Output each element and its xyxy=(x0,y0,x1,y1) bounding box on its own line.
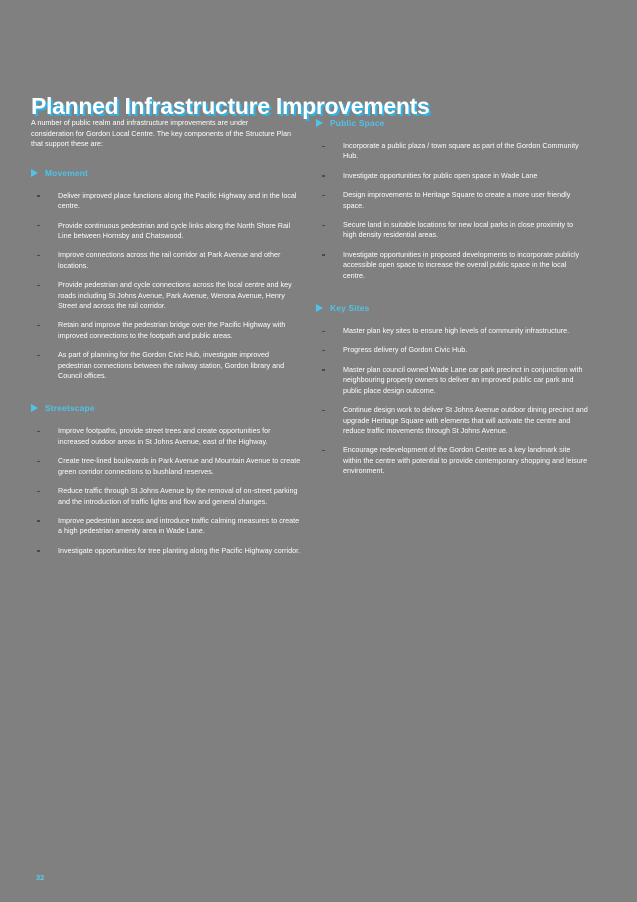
page-title: Planned Infrastructure Improvements xyxy=(31,93,430,120)
section-streetscape xyxy=(31,403,303,556)
bullet-item: Deliver improved place functions along the Pacific Highway and in the local centre. xyxy=(31,191,303,212)
bullet-item: Provide continuous pedestrian and cycle links along the North Shore Rail Line between Hornsby and Chatswood. xyxy=(31,221,303,242)
section-title: Movement xyxy=(45,167,89,178)
bullet-item: As part of planning for the Gordon Civic Hub, investigate improved pedestrian connections between the railway station, Gordon library and Council offices. xyxy=(31,350,303,381)
bullet-item: Improve pedestrian access and introduce traffic calming measures to create a high pedestrian amenity area in Wade Lane. xyxy=(31,516,303,537)
section-title: Public Space xyxy=(330,118,385,128)
section-header xyxy=(316,303,588,313)
triangle-right-icon xyxy=(31,404,38,412)
bullet-list xyxy=(31,191,303,382)
triangle-right-icon xyxy=(316,119,323,127)
bullet-item: Improve connections across the rail corridor at Park Avenue and other locations. xyxy=(31,250,303,271)
bullet-item: Create tree-lined boulevards in Park Avenue and Mountain Avenue to create green corridor connections to bushland reserves. xyxy=(31,456,303,477)
section-header xyxy=(31,168,303,178)
bullet-item: Retain and improve the pedestrian bridge over the Pacific Highway with improved connections to the footpath and public areas. xyxy=(31,320,303,341)
triangle-right-icon xyxy=(31,169,38,177)
bullet-item: Master plan council owned Wade Lane car park precinct in conjunction with neighbouring property owners to deliver an improved public car park and public place design outcome. xyxy=(316,365,588,396)
bullet-item: Progress delivery of Gordon Civic Hub. xyxy=(316,345,588,355)
section-key-sites xyxy=(316,303,588,476)
right-column xyxy=(316,118,588,486)
bullet-item: Investigate opportunities in proposed developments to incorporate publicly accessible open space to increase the overall public space in the local centre. xyxy=(316,250,588,281)
bullet-item: Encourage redevelopment of the Gordon Centre as a key landmark site within the centre with potential to provide contemporary shopping and leisure environment. xyxy=(316,445,588,476)
bullet-list xyxy=(316,326,588,476)
bullet-item: Improve footpaths, provide street trees and create opportunities for increased outdoor areas in St Johns Avenue, east of the Highway. xyxy=(31,426,303,447)
page-number: 32 xyxy=(36,873,45,882)
bullet-item: Provide pedestrian and cycle connections across the local centre and key roads including St Johns Avenue, Park Avenue, Werona Avenue, Henry Street and across the rail corridor. xyxy=(31,280,303,311)
section-movement xyxy=(31,168,303,382)
bullet-list xyxy=(31,426,303,556)
left-sections xyxy=(31,168,303,556)
section-header xyxy=(31,403,303,413)
section-title: Streetscape xyxy=(45,403,95,414)
bullet-item: Continue design work to deliver St Johns Avenue outdoor dining precinct and upgrade Heritage Square with elements that will activate the centre and reduce traffic movements through St Johns Avenue. xyxy=(316,405,588,436)
triangle-right-icon xyxy=(316,304,323,312)
bullet-item: Master plan key sites to ensure high levels of community infrastructure. xyxy=(316,326,588,336)
bullet-item: Secure land in suitable locations for new local parks in close proximity to high density residential areas. xyxy=(316,220,588,241)
bullet-item: Reduce traffic through St Johns Avenue by the removal of on-street parking and the introduction of traffic lights and flow and general changes. xyxy=(31,486,303,507)
bullet-item: Investigate opportunities for public open space in Wade Lane xyxy=(316,171,588,181)
bullet-list xyxy=(316,141,588,281)
section-header xyxy=(316,118,588,128)
bullet-item: Investigate opportunities for tree planting along the Pacific Highway corridor. xyxy=(31,546,303,556)
right-sections xyxy=(316,118,588,477)
intro-paragraph: A number of public realm and infrastructure improvements are under consideration for Gordon Local Centre. The key components of the Structure Plan that support these are: xyxy=(31,118,291,149)
section-title: Key Sites xyxy=(330,303,370,314)
bullet-item: Design improvements to Heritage Square to create a more user friendly space. xyxy=(316,190,588,211)
section-public-space xyxy=(316,118,588,281)
left-column xyxy=(31,118,303,565)
bullet-item: Incorporate a public plaza / town square as part of the Gordon Community Hub. xyxy=(316,141,588,162)
